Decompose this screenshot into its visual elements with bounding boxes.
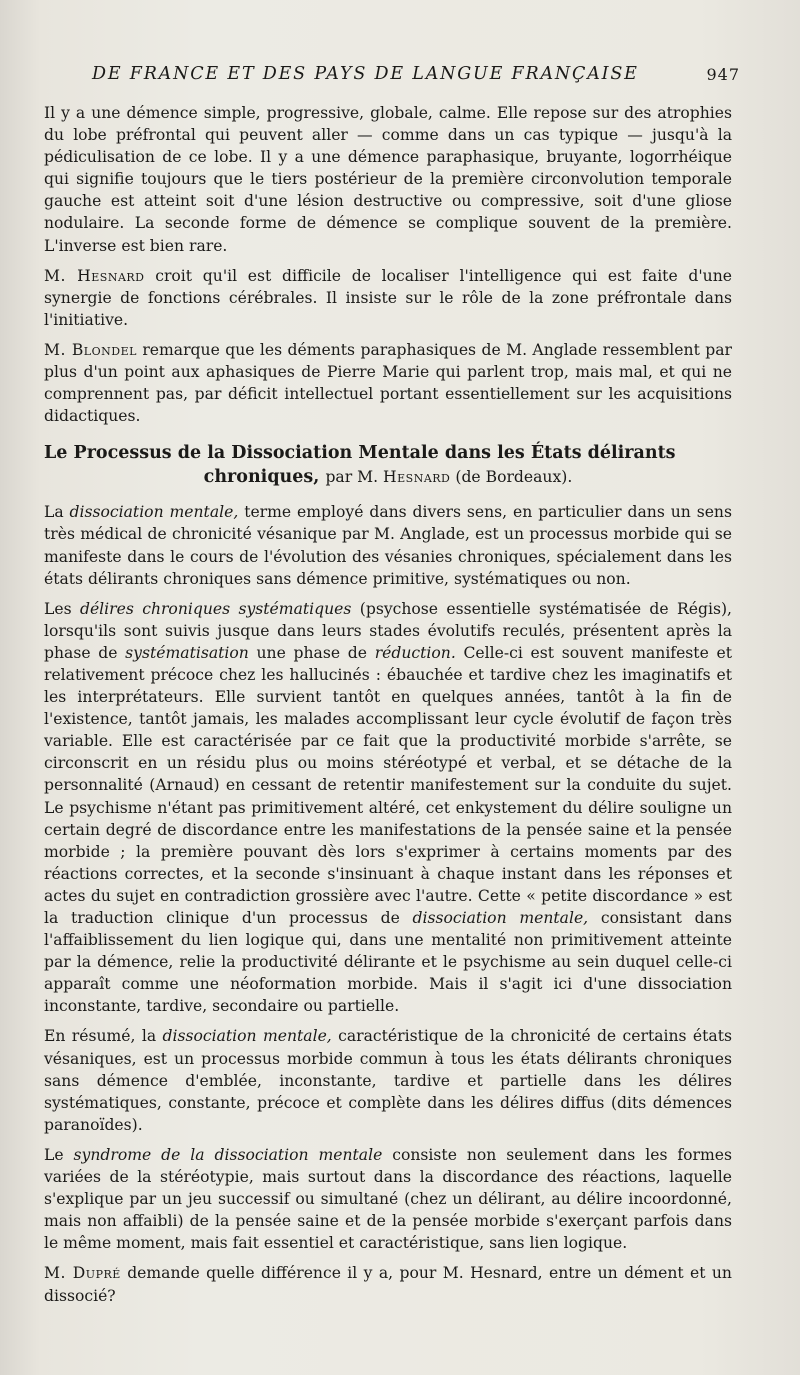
emphasis: syndrome de la dissociation mentale <box>73 1145 383 1164</box>
paragraph-text: croit qu'il est difficile de localiser l'intelligence qui est faite d'une synergie de fonctions cérébrales. Il insiste sur le rôle de la zone préfrontale dans l'initiative. <box>44 266 732 329</box>
speaker-name: M. Dupré <box>44 1264 121 1283</box>
text-run: caractéristique de la chronicité de certains états vésaniques, est un processus morbide commun à tous les états délirants chroniques sans démence d'emblée, inconstante, tardive et partielle dans les délires systématiques, constante, précoce et complète dans les délires diffus (dits démences paranoïdes). <box>44 1027 732 1134</box>
text-run: consiste non seulement dans les formes variées de la stéréotypie, mais surtout dans la discordance des réactions, laquelle s'explique par un jeu successif ou simultané (chez un délirant, au délire incoordonné, mais non affaibli) de la pensée saine et de la pensée morbide s'exerçant parfois dans le même moment, mais fait essentiel et caractéristique, sans lien logique. <box>44 1145 733 1253</box>
text-run: une phase de <box>256 643 367 662</box>
paragraph-text: Il y a une démence simple, progressive, globale, calme. Elle repose sur des atrophies du lobe préfrontal qui peuvent aller — comme dans un cas typique — jusqu'à la pédiculisation de ce lobe. Il y a une démence paraphasique, bruyante, logorrhéique qui signifie toujours que le tiers postérieur de la première circonvolution temporale gauche est atteint soit d'une lésion destructive ou compressive, soit d'une gliose nodulaire. La seconde forme de démence se complique souvent de la première. L'inverse est bien rare. <box>44 104 732 255</box>
page-number: 947 <box>706 65 740 84</box>
section-heading <box>44 441 732 489</box>
text-run: (psychose essentielle systématisée de Régis), lorsqu'ils sont suivis jusque dans leurs stades évolutifs reculés, présentent après la phase de <box>44 599 732 662</box>
byline-affiliation: (de Bordeaux). <box>455 468 573 487</box>
emphasis: dissociation mentale, <box>412 909 589 927</box>
paragraph-text: remarque que les déments paraphasiques de M. Anglade ressemblent par plus d'un point aux aphasiques de Pierre Marie qui parlent trop, mais mal, et qui ne comprennent pas, par déficit intellectuel portant essentiellement sur les acquisitions didactiques. <box>44 340 732 426</box>
text-run: En résumé, la <box>44 1027 157 1046</box>
paragraph-chronic-delusions <box>44 598 732 1018</box>
emphasis: réduction. <box>374 643 456 662</box>
text-run: consistant dans l'affaiblissement du lien logique qui, dans une mentalité non primitivement atteinte par la démence, relie la productivité délirante et le psychisme au sein duquel celle-ci apparaît comme une néoformation morbide. Mais il s'agit ici d'une dissociation inconstante, tardive, secondaire ou partielle. <box>44 909 732 1016</box>
heading-byline <box>325 468 572 486</box>
running-title: DE FRANCE ET DES PAYS DE LANGUE FRANÇAISE <box>92 64 639 84</box>
heading-title-line1: Le Processus de la Dissociation Mentale dans les États délirants <box>44 443 676 464</box>
text-run: Celle-ci est souvent manifeste et relativement précoce chez les hallucinés : ébauchée et tardive chez les imaginatifs et les interprétateurs. Elle survient tantôt en quelques années, tantôt à la fin de l'existence, tantôt jamais, les malades accomplissant leur cycle évolutif de façon très variable. Elle est caractérisée par ce fait que la productivité morbide s'arrête, se circonscrit en un résidu plus ou moins stéréotypé et verbal, et se détache de la personnalité (Arnaud) en cessant de retentir manifestement sur la conduite du sujet. Le psychisme n'étant pas primitivement altéré, cet enkystement du délire souligne un certain degré de discordance entre les manifestations de la pensée saine et la pensée morbide ; la première pouvant dès lors s'exprimer à certains moments par des réactions correctes, et la seconde s'insinuant à chaque instant dans les réponses et actes du sujet en contradiction grossière avec l'autre. Cette « petite discordance » est la traduction clinique d'un processus de <box>44 643 732 927</box>
emphasis: dissociation mentale, <box>162 1027 332 1046</box>
paragraph-definition <box>44 501 732 589</box>
speaker-name: M. Hesnard <box>44 266 145 285</box>
text-run: terme employé dans divers sens, en particulier dans un sens très médical de chronicité vésanique par M. Anglade, est un processus morbide qui se manifeste dans le cours de l'évolution des vésanies chroniques, spécialement dans les états délirants chroniques sans démence primitive, systématiques ou non. <box>44 503 732 588</box>
paragraph-text: demande quelle différence il y a, pour M. Hesnard, entre un dément et un dissocié? <box>44 1264 732 1305</box>
paragraph-summary <box>44 1025 732 1135</box>
byline-prefix: par M. <box>325 468 379 487</box>
heading-title-word: chroniques, <box>203 467 320 488</box>
byline-author: Hesnard <box>383 468 451 487</box>
paragraph-hesnard-comment <box>44 265 732 331</box>
paragraph-dupre-question <box>44 1262 732 1306</box>
heading-title-line2 <box>44 465 732 489</box>
speaker-name: M. Blondel <box>44 340 137 359</box>
emphasis: systématisation <box>125 643 249 662</box>
text-run: Le <box>44 1145 64 1164</box>
page-body <box>44 102 732 1315</box>
paragraph-syndrome <box>44 1144 732 1254</box>
emphasis: délires chroniques systématiques <box>79 599 352 618</box>
text-run: La <box>44 503 64 522</box>
paragraph-dementia-types <box>44 102 732 257</box>
emphasis: dissociation mentale, <box>69 503 239 522</box>
paragraph-blondel-comment <box>44 339 732 427</box>
text-run: Les <box>44 599 72 618</box>
page-header <box>92 64 740 92</box>
